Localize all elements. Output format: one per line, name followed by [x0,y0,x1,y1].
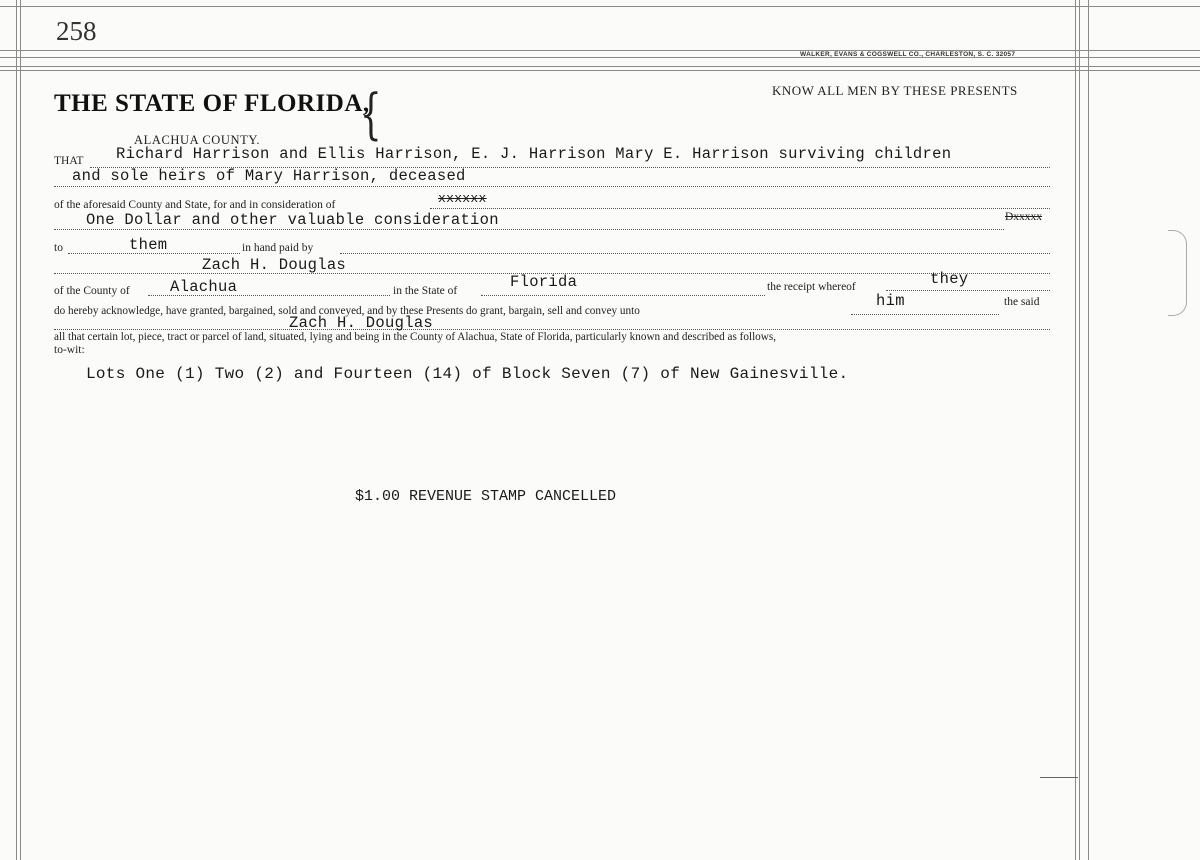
grantee-rule [54,329,1050,330]
acknowledge-text: do hereby acknowledge, have granted, bargained, sold and conveyed, and by these Presents do grant, bargain, sell and convey unto [54,305,640,317]
paid-by-value: Zach H. Douglas [202,256,347,274]
revenue-stamp-note: $1.00 REVENUE STAMP CANCELLED [355,488,617,505]
consideration-rule-2 [54,229,1004,230]
header-rule-2 [0,57,1200,58]
receipt-label: the receipt whereof [767,281,856,293]
header-rule-3 [0,66,1200,67]
that-label: THAT [54,155,84,167]
right-margin-rule-2 [1079,0,1080,860]
right-margin-rule-1 [1075,0,1076,860]
grantee-value: Zach H. Douglas [289,314,434,332]
header-rule-1 [0,50,1200,51]
receipt-value: they [930,270,969,288]
state-label: in the State of [393,285,458,297]
page-number: 258 [56,16,97,46]
to-wit-label: to-wit: [54,344,85,356]
consideration-struck: xxxxxx [438,191,487,206]
in-hand-rule [340,253,1050,254]
right-margin-rule-3 [1088,0,1089,860]
consideration-text: One Dollar and other valuable consideration [86,211,499,229]
county-value: Alachua [170,278,238,296]
dollars-suffix: Dxxxxx [1005,211,1043,223]
state-value: Florida [510,273,578,291]
to-value: them [129,236,168,254]
in-hand-label: in hand paid by [242,242,314,254]
printer-imprint: WALKER, EVANS & COGSWELL CO., CHARLESTON, S. C. 32057 [800,51,1016,58]
header-rule-4 [0,70,1200,71]
state-rule [481,295,765,296]
right-stub-mark [1040,777,1078,778]
property-description: Lots One (1) Two (2) and Fourteen (14) of Block Seven (7) of New Gainesville. [86,365,849,383]
grantors-line-1: Richard Harrison and Ellis Harrison, E. J. Harrison Mary E. Harrison surviving children [116,145,952,163]
consideration-label: of the aforesaid County and State, for and in consideration of [54,199,336,211]
binding-hole [1168,230,1187,316]
the-said-label: the said [1004,296,1040,308]
receipt-rule [886,290,1050,291]
know-all-men: KNOW ALL MEN BY THESE PRESENTS [772,83,1018,98]
all-that-text: all that certain lot, piece, tract or parcel of land, situated, lying and being in the County of Alachua, State of Florida, particularly known and described as follows, [54,331,777,343]
left-margin-rule-2 [20,0,21,860]
unto-value: him [876,292,905,310]
left-margin-rule-1 [16,0,17,860]
unto-rule [851,314,999,315]
heading-brace: { [360,83,382,147]
state-title: THE STATE OF FLORIDA, [54,90,370,117]
grantors-line-2: and sole heirs of Mary Harrison, deceased [72,167,466,185]
county-label: of the County of [54,285,130,297]
to-label: to [54,242,63,254]
top-rule [0,6,1200,7]
county-heading: ALACHUA COUNTY. [134,133,261,147]
consideration-rule-1 [430,208,1050,209]
grantors-line-2-rule [54,186,1050,187]
